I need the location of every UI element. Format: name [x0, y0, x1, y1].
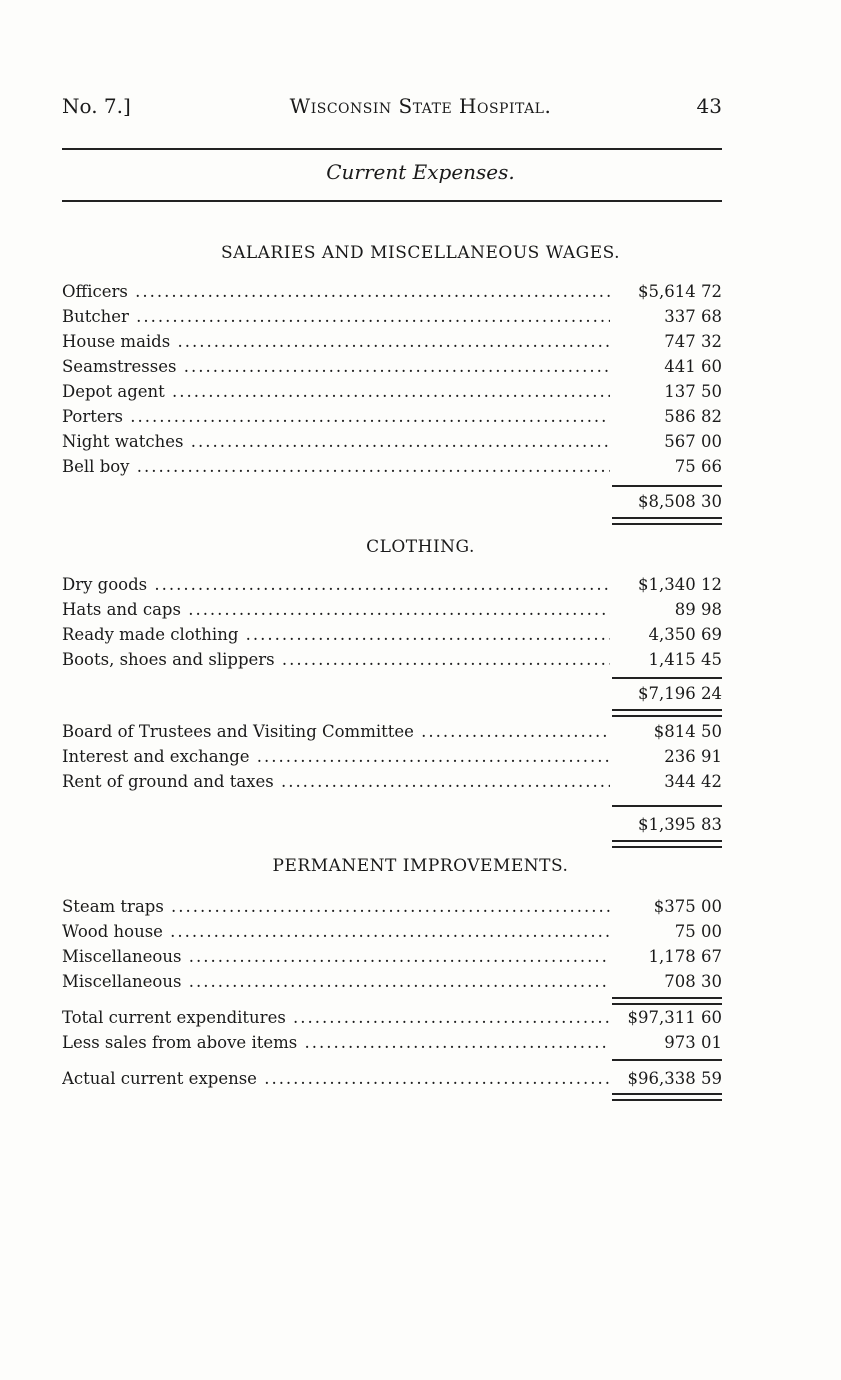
subtitle-rule [62, 200, 722, 202]
expense-amount: $1,340 12 [638, 575, 722, 594]
total-row [62, 1006, 722, 1030]
header-rule [62, 148, 722, 150]
expense-row [62, 648, 722, 672]
subtotal-amount: $1,395 83 [638, 815, 722, 834]
section-title-improvements: PERMANENT IMPROVEMENTS. [272, 856, 569, 876]
expense-label: Board of Trustees and Visiting Committee ..... [62, 720, 610, 744]
total-amount: 973 01 [664, 1033, 722, 1052]
subtotal-row [62, 490, 722, 514]
subtotal-rule [612, 677, 722, 679]
expense-row [62, 430, 722, 454]
expense-row [62, 970, 722, 994]
expense-amount: 441 60 [664, 357, 722, 376]
expense-label: Dry goods ..... [62, 573, 610, 597]
page-number: 43 [696, 94, 722, 118]
total-label: Total current expenditures ..... [62, 1006, 610, 1030]
total-double-rule [612, 709, 722, 717]
expense-row [62, 573, 722, 597]
expense-amount: 586 82 [664, 407, 722, 426]
expense-row [62, 720, 722, 744]
total-double-rule [612, 1093, 722, 1101]
expense-row [62, 280, 722, 304]
subtotal-row [62, 682, 722, 706]
expense-row [62, 380, 722, 404]
section-title-salaries: SALARIES AND MISCELLANEOUS WAGES. [220, 243, 621, 263]
expense-label: Ready made clothing ..... [62, 623, 610, 647]
subtotal-rule [612, 485, 722, 487]
expense-label: Night watches ..... [62, 430, 610, 454]
expense-amount: 567 00 [664, 432, 722, 451]
subtotal-amount: $7,196 24 [638, 684, 722, 703]
expense-amount: 337 68 [664, 307, 722, 326]
expense-label: Rent of ground and taxes ..... [62, 770, 610, 794]
expense-row [62, 945, 722, 969]
expense-label: Bell boy ..... [62, 455, 610, 479]
expense-label: Steam traps ..... [62, 895, 610, 919]
expense-row [62, 770, 722, 794]
total-row [62, 1031, 722, 1055]
expense-amount: $814 50 [653, 722, 722, 741]
expense-amount: 75 66 [674, 457, 722, 476]
expense-label: Hats and caps ..... [62, 598, 610, 622]
expense-amount: $5,614 72 [638, 282, 722, 301]
expense-label: Miscellaneous ..... [62, 970, 610, 994]
running-title: Wisconsin State Hospital. [289, 94, 552, 118]
expense-label: Interest and exchange ..... [62, 745, 610, 769]
expense-amount: 75 00 [674, 922, 722, 941]
expense-label: Butcher ..... [62, 305, 610, 329]
expense-amount: 708 30 [664, 972, 722, 991]
total-double-rule [612, 997, 722, 1005]
expense-row [62, 623, 722, 647]
page-subtitle: Current Expenses. [326, 160, 515, 184]
expense-row [62, 405, 722, 429]
expense-row [62, 745, 722, 769]
expense-amount: 137 50 [664, 382, 722, 401]
total-label: Less sales from above items ..... [62, 1031, 610, 1055]
expense-row [62, 920, 722, 944]
expense-row [62, 895, 722, 919]
expense-amount: 89 98 [674, 600, 722, 619]
expense-row [62, 305, 722, 329]
total-double-rule [612, 840, 722, 848]
expense-amount: 747 32 [664, 332, 722, 351]
expense-amount: 1,415 45 [648, 650, 722, 669]
expense-label: Officers ..... [62, 280, 610, 304]
total-label: Actual current expense ..... [62, 1067, 610, 1091]
expense-row [62, 330, 722, 354]
expense-row [62, 355, 722, 379]
total-double-rule [612, 517, 722, 525]
expense-amount: $375 00 [653, 897, 722, 916]
expense-label: House maids ..... [62, 330, 610, 354]
total-amount: $97,311 60 [627, 1008, 722, 1027]
expense-amount: 344 42 [664, 772, 722, 791]
expense-row [62, 598, 722, 622]
expense-label: Depot agent ..... [62, 380, 610, 404]
subtotal-amount: $8,508 30 [638, 492, 722, 511]
expense-label: Porters ..... [62, 405, 610, 429]
subtotal-row [62, 813, 722, 837]
subtotal-rule [612, 1059, 722, 1061]
total-row [62, 1067, 722, 1091]
total-amount: $96,338 59 [627, 1069, 722, 1088]
expense-label: Miscellaneous ..... [62, 945, 610, 969]
section-title-clothing: CLOTHING. [366, 537, 475, 557]
expense-label: Seamstresses ..... [62, 355, 610, 379]
expense-amount: 4,350 69 [648, 625, 722, 644]
expense-label: Boots, shoes and slippers ..... [62, 648, 610, 672]
subtotal-rule [612, 805, 722, 807]
expense-amount: 236 91 [664, 747, 722, 766]
expense-amount: 1,178 67 [648, 947, 722, 966]
expense-label: Wood house ..... [62, 920, 610, 944]
expense-row [62, 455, 722, 479]
document-number: No. 7.] [62, 94, 131, 118]
